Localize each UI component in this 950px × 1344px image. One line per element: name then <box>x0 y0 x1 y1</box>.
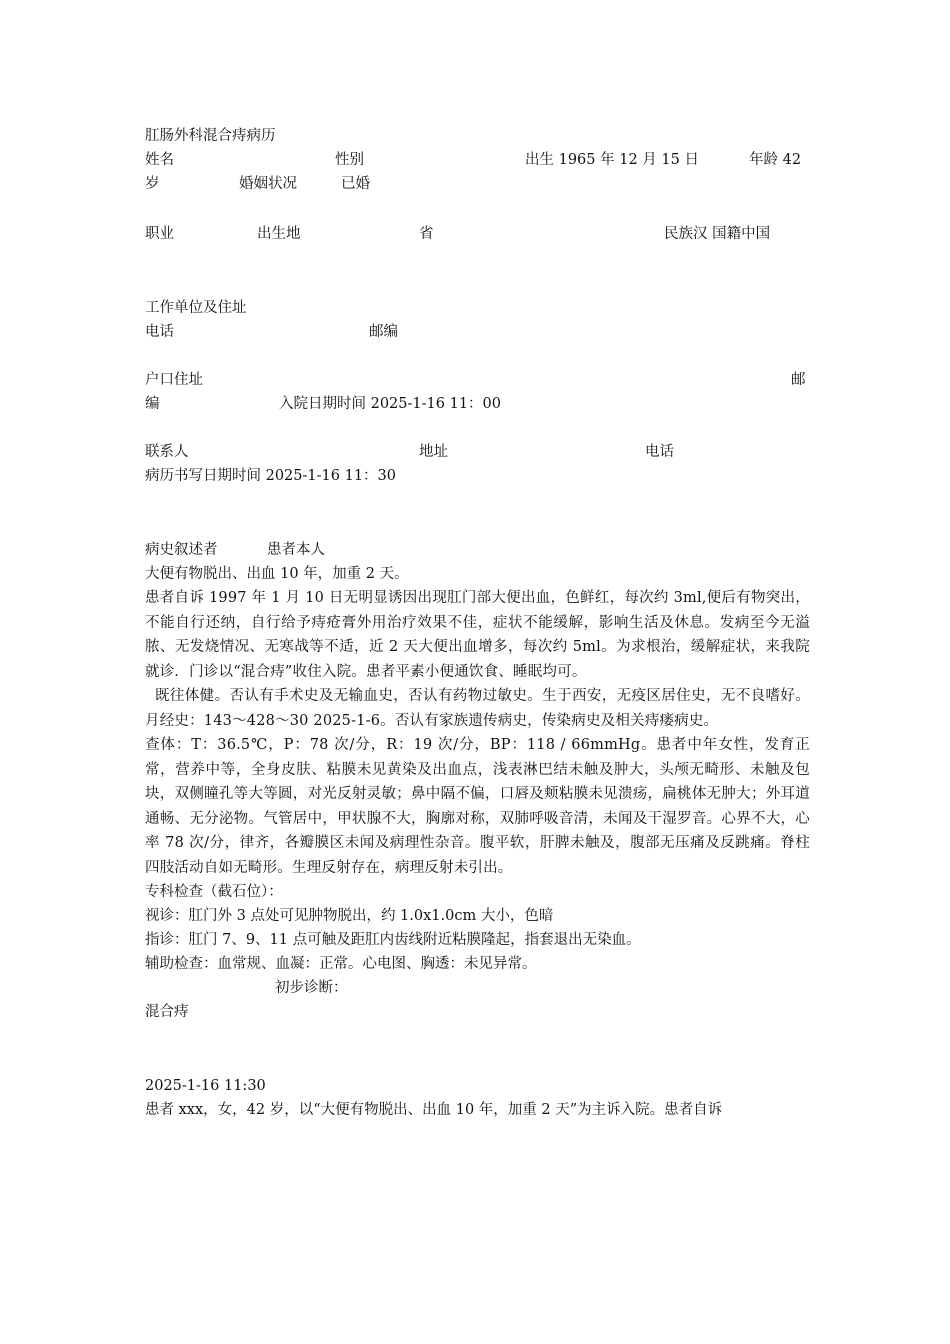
history-narrator-value: 患者本人 <box>267 542 325 558</box>
work-unit-label: 工作单位及住址 <box>145 300 247 316</box>
patient-info-row-3 <box>145 222 810 246</box>
present-illness: 患者自诉 1997 年 1 月 10 日无明显诱因出现肛门部大便出血，色鲜红，每次约 3ml,便后有物突出，不能自行还纳，自行给予痔疮膏外用治疗效果不佳，症状不能缓解，影响生活及休息。发病至今无溢脓、无发烧情况、无寒战等不适，近 2 天大便出血增多，每次约 5ml。为求根治，缓解症状，来我院就诊．门诊以“混合痔”收住入院。患者平素小便通饮食、睡眠均可。 <box>145 590 810 680</box>
marital-status-label: 婚姻状况 <box>239 176 297 192</box>
occupation-label: 职业 <box>145 226 174 242</box>
medical-record-page <box>145 124 810 1122</box>
ethnicity-nationality: 民族汉 国籍中国 <box>664 226 771 242</box>
contact-phone-label: 电话 <box>645 444 674 460</box>
province-label: 省 <box>419 226 434 242</box>
marital-status-value: 已婚 <box>341 176 370 192</box>
patient-info-row-2 <box>145 172 810 196</box>
contact-address-label: 地址 <box>419 444 448 460</box>
preliminary-diagnosis-label: 初步诊断： <box>275 980 348 996</box>
preliminary-diagnosis-row <box>145 976 810 1000</box>
history-narrator-row <box>145 538 810 562</box>
postcode-label: 邮编 <box>369 324 398 340</box>
contact-person-label: 联系人 <box>145 444 189 460</box>
auxiliary-exam: 辅助检查：血常规、血凝：正常。心电图、胸透：未见异常。 <box>145 956 537 972</box>
record-datetime: 病历书写日期时间 2025-1-16 11：30 <box>145 468 396 484</box>
postcode-char-1: 邮 <box>791 372 806 388</box>
name-label: 姓名 <box>145 152 174 168</box>
patient-info-row-6 <box>145 368 810 392</box>
case-summary: 患者 xxx，女，42 岁，以“大便有物脱出、出血 10 年，加重 2 天”为主诉入院。患者自诉 <box>145 1102 723 1118</box>
palpation-finding: 指诊：肛门 7、9、11 点可触及距肛内齿线附近粘膜隆起，指套退出无染血。 <box>145 932 641 948</box>
specialty-exam-heading: 专科检查（截石位）： <box>145 884 283 900</box>
physical-exam: 查体：T：36.5℃，P：78 次/分，R：19 次/分，BP：118 / 66mmHg。患者中年女性，发育正常，营养中等，全身皮肤、粘膜未见黄染及出血点，浅表淋巴结未触及肿大，头颅无畸形、未触及包块，双侧瞳孔等大等圆，对光反射灵敏；鼻中隔不偏，口唇及颊粘膜未见溃疡，扁桃体无肿大；外耳道通畅、无分泌物。气管居中，甲状腺不大，胸廓对称，双肺呼吸音清，未闻及干湿罗音。心界不大，心率 78 次/分，律齐，各瓣膜区未闻及病理性杂音。腹平软，肝脾未触及，腹部无压痛及反跳痛。脊柱四肢活动自如无畸形。生理反射存在，病理反射未引出。 <box>145 737 810 876</box>
age-label: 年龄 42 <box>749 152 802 168</box>
history-narrator-label: 病史叙述者 <box>145 542 218 558</box>
postcode-char-2: 编 <box>145 396 160 412</box>
chief-complaint: 大便有物脱出、出血 10 年，加重 2 天。 <box>145 566 409 582</box>
patient-info-row-5 <box>145 320 810 344</box>
patient-info-row-7 <box>145 392 810 416</box>
admission-datetime: 入院日期时间 2025-1-16 11：00 <box>279 396 501 412</box>
phone-label: 电话 <box>145 324 174 340</box>
summary-date: 2025-1-16 11:30 <box>145 1078 266 1094</box>
inspection-finding: 视诊：肛门外 3 点处可见肿物脱出，约 1.0x1.0cm 大小，色暗 <box>145 908 554 924</box>
past-history: 既往体健。否认有手术史及无输血史，否认有药物过敏史。生于西安，无疫区居住史，无不良嗜好。月经史：143～428～30 2025-1-6。否认有家族遗传病史，传染病史及相关痔瘘病史。 <box>145 688 810 729</box>
gender-label: 性别 <box>335 152 364 168</box>
diagnosis-value: 混合痔 <box>145 1004 189 1020</box>
age-unit: 岁 <box>145 176 160 192</box>
household-address-label: 户口住址 <box>145 372 203 388</box>
birthplace-label: 出生地 <box>257 226 301 242</box>
birth-date: 出生 1965 年 12 月 15 日 <box>525 152 699 168</box>
patient-info-row-1 <box>145 148 810 172</box>
record-title: 肛肠外科混合痔病历 <box>145 128 276 144</box>
patient-info-row-8 <box>145 440 810 464</box>
